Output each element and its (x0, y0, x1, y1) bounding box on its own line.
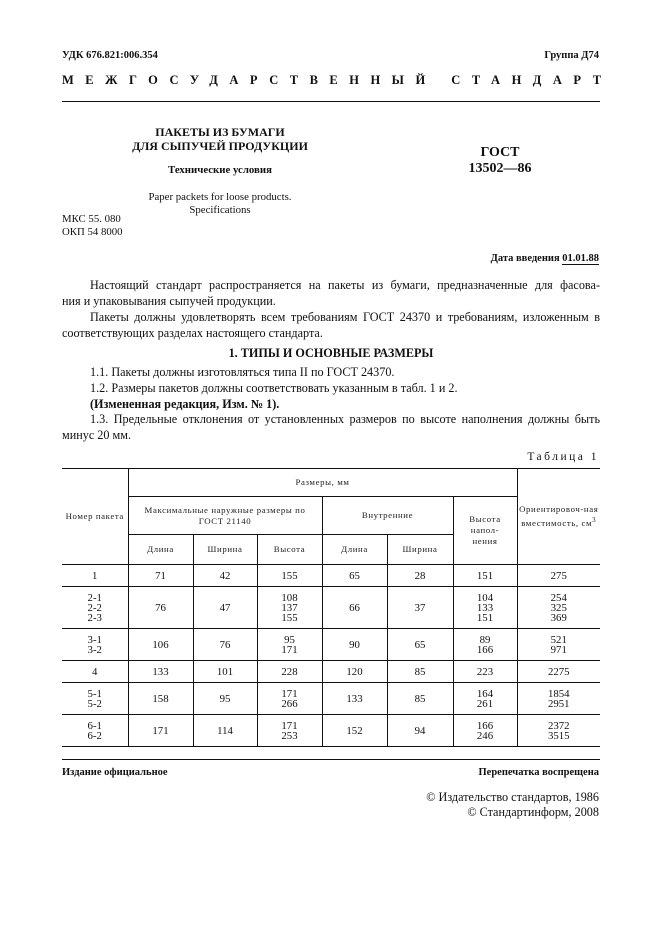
table-cell-line: 164 (476, 687, 494, 700)
table-cell-inner-width: 28 (387, 565, 453, 587)
table-cell-outer-width: 47 (193, 587, 257, 629)
table-cell-outer-height (257, 683, 322, 715)
table-cell-line: 2-2 (87, 601, 102, 614)
table-cell-inner-width: 85 (387, 683, 453, 715)
table-cell-line: 2951 (547, 697, 570, 710)
effective-date-label: Дата введения (490, 253, 560, 264)
gost-label: ГОСТ (480, 145, 520, 160)
classification-codes (62, 213, 123, 239)
table-cell-outer-width: 101 (193, 661, 257, 683)
table-cell-line: 2275 (547, 665, 570, 678)
table-cell-line: 4 (92, 665, 98, 678)
table-cell-fill-height (453, 683, 517, 715)
item-1-3 (62, 411, 600, 443)
table-cell-outer-width: 76 (193, 629, 257, 661)
table-cell-line: 151 (476, 569, 494, 582)
table-cell-line: 228 (281, 665, 298, 678)
table-cell-inner-width: 85 (387, 661, 453, 683)
table-cell-line: 151 (476, 611, 494, 624)
table-cell-inner-length: 152 (322, 715, 387, 747)
table-row (62, 683, 600, 715)
table-cell-outer-length: 171 (128, 715, 193, 747)
table-cell-line: 266 (281, 697, 298, 710)
table-cell-line: 6-1 (87, 719, 102, 732)
intro-p2-line-1: Пакеты должны удовлетворять всем требованиям ГОСТ 24370 и требованиям, изложенным в (90, 310, 600, 324)
amendment-note: (Измененная редакция, Изм. № 1). (90, 397, 280, 411)
english-title-line-1: Paper packets for loose products. (148, 191, 292, 203)
title-line-1: ПАКЕТЫ ИЗ БУМАГИ (155, 125, 285, 139)
table-cell-inner-width: 94 (387, 715, 453, 747)
table-cell-capacity (517, 661, 600, 683)
table-caption: Таблица 1 (527, 451, 599, 463)
intro-p2-line-2: соответствующих разделах настоящего стандарта. (62, 326, 323, 340)
col-header-outer-length: Длина (128, 535, 193, 565)
col-header-sizes: Размеры, мм (128, 469, 517, 497)
english-title (110, 191, 330, 217)
table-cell-outer-width: 42 (193, 565, 257, 587)
table-cell-capacity (517, 587, 600, 629)
table-cell-line: 1 (92, 569, 98, 582)
packet-sizes-table (62, 468, 600, 747)
section-1-heading: 1. ТИПЫ И ОСНОВНЫЕ РАЗМЕРЫ (228, 346, 434, 360)
table-row (62, 587, 600, 629)
table-cell-line: 223 (476, 665, 494, 678)
gost-designation (440, 145, 560, 177)
table-cell-line: 108 (281, 591, 298, 604)
table-cell-line: 253 (281, 729, 298, 742)
header-rule (62, 101, 600, 102)
table-cell-line: 246 (476, 729, 494, 742)
table-cell-line: 171 (281, 719, 298, 732)
col-header-outer: Максимальные наружные размеры по ГОСТ 21140 (128, 497, 322, 535)
col-header-capacity (517, 469, 600, 565)
official-edition: Издание официальное (62, 767, 168, 778)
table-cell-outer-height (257, 587, 322, 629)
table-cell-outer-length: 133 (128, 661, 193, 683)
gost-number: 13502—86 (468, 161, 532, 176)
english-title-line-2: Specifications (189, 204, 251, 216)
table-cell-line: 2372 (547, 719, 570, 732)
table-cell-line: 3-2 (87, 643, 102, 656)
col-header-inner: Внутренние (322, 497, 453, 535)
footer-rule (62, 759, 600, 760)
document-title (110, 125, 330, 153)
table-cell-outer-length: 76 (128, 587, 193, 629)
table-cell-line: 6-2 (87, 729, 102, 742)
table-cell-line: 369 (550, 611, 567, 624)
table-cell-line: 171 (281, 643, 298, 656)
table-cell-line: 971 (550, 643, 567, 656)
table-cell-line: 89 (479, 633, 491, 646)
col-header-fill-height: Высота напол-нения (453, 497, 517, 565)
table-cell-line: 5-1 (87, 687, 102, 700)
table-cell-line: 5-2 (87, 697, 102, 710)
table-cell-number (62, 629, 128, 661)
table-cell-fill-height (453, 565, 517, 587)
table-cell-line: 155 (281, 569, 298, 582)
intro-paragraph-2 (62, 309, 600, 341)
table-cell-fill-height (453, 587, 517, 629)
table-cell-number (62, 683, 128, 715)
table-cell-line: 155 (281, 611, 298, 624)
table-cell-outer-length: 106 (128, 629, 193, 661)
table-cell-outer-height (257, 661, 322, 683)
effective-date (491, 253, 599, 264)
table-cell-capacity (517, 683, 600, 715)
table-cell-outer-width: 114 (193, 715, 257, 747)
table-row (62, 629, 600, 661)
table-cell-number (62, 565, 128, 587)
table-cell-line: 133 (476, 601, 494, 614)
col-header-number: Номер пакета (62, 469, 128, 565)
table-cell-outer-length: 71 (128, 565, 193, 587)
okp-code: ОКП 54 8000 (62, 226, 123, 238)
table-cell-line: 3515 (547, 729, 570, 742)
col-header-outer-width: Ширина (193, 535, 257, 565)
item-1-1: 1.1. Пакеты должны изготовляться типа II по ГОСТ 24370. (90, 365, 395, 379)
table-cell-line: 261 (476, 697, 494, 710)
table-cell-line: 521 (550, 633, 567, 646)
item-1-3-line-2: минус 20 мм. (62, 428, 132, 442)
item-1-3-line-1: 1.3. Предельные отклонения от установленных размеров по высоте наполнения должны быть (90, 412, 600, 426)
table-cell-inner-length: 133 (322, 683, 387, 715)
standard-banner: МЕЖГОСУДАРСТВЕННЫЙ СТАНДАРТ (62, 73, 613, 87)
table-cell-number (62, 715, 128, 747)
table-cell-line: 2-3 (87, 611, 102, 624)
table-cell-line: 166 (476, 643, 494, 656)
table-cell-fill-height (453, 661, 517, 683)
table-cell-outer-height (257, 565, 322, 587)
table-cell-outer-height (257, 629, 322, 661)
item-1-2: 1.2. Размеры пакетов должны соответствовать указанным в табл. 1 и 2. (90, 381, 458, 395)
table-cell-fill-height (453, 715, 517, 747)
copyright-line-1: © Издательство стандартов, 1986 (426, 790, 599, 804)
table-cell-capacity (517, 715, 600, 747)
table-cell-inner-width: 37 (387, 587, 453, 629)
capacity-unit-power: 3 (592, 516, 597, 525)
capacity-label: Ориентировоч-ная вместимость, см (519, 504, 599, 528)
table-row (62, 715, 600, 747)
document-subtitle: Технические условия (168, 164, 272, 176)
intro-paragraph-1 (62, 277, 600, 309)
copyright-line-2: © Стандартинформ, 2008 (467, 805, 599, 819)
col-header-outer-height: Высота (257, 535, 322, 565)
table-cell-line: 254 (550, 591, 567, 604)
table-cell-line: 325 (550, 601, 567, 614)
table-row (62, 661, 600, 683)
table-cell-inner-length: 66 (322, 587, 387, 629)
title-line-2: ДЛЯ СЫПУЧЕЙ ПРОДУКЦИИ (132, 139, 308, 153)
table-cell-line: 171 (281, 687, 298, 700)
table-cell-outer-width: 95 (193, 683, 257, 715)
table-body (62, 565, 600, 747)
udk-code: УДК 676.821:006.354 (62, 50, 158, 61)
col-header-inner-length: Длина (322, 535, 387, 565)
intro-p1-line-1: Настоящий стандарт распространяется на пакеты из бумаги, предназначенные для фасова- (90, 278, 600, 292)
table-cell-inner-length: 120 (322, 661, 387, 683)
table-cell-inner-length: 90 (322, 629, 387, 661)
table-cell-outer-height (257, 715, 322, 747)
table-cell-capacity (517, 565, 600, 587)
reprint-notice: Перепечатка воспрещена (478, 767, 599, 778)
table-cell-line: 3-1 (87, 633, 102, 646)
table-cell-line: 2-1 (87, 591, 102, 604)
table-cell-fill-height (453, 629, 517, 661)
table-cell-inner-length: 65 (322, 565, 387, 587)
table-cell-line: 137 (281, 601, 298, 614)
table-cell-line: 1854 (547, 687, 570, 700)
copyright-block (426, 790, 599, 820)
effective-date-value: 01.01.88 (562, 253, 599, 264)
table-cell-line: 104 (476, 591, 494, 604)
col-header-inner-width: Ширина (387, 535, 453, 565)
mks-code: МКС 55. 080 (62, 213, 121, 225)
intro-p1-line-2: ния и упаковывания сыпучей продукции. (62, 294, 276, 308)
table-cell-outer-length: 158 (128, 683, 193, 715)
table-cell-line: 275 (550, 569, 567, 582)
table-cell-number (62, 661, 128, 683)
group-code: Группа Д74 (544, 50, 599, 61)
table-cell-inner-width: 65 (387, 629, 453, 661)
table-row (62, 565, 600, 587)
table-cell-line: 95 (284, 633, 295, 646)
table-cell-capacity (517, 629, 600, 661)
table-cell-number (62, 587, 128, 629)
table-cell-line: 166 (476, 719, 494, 732)
